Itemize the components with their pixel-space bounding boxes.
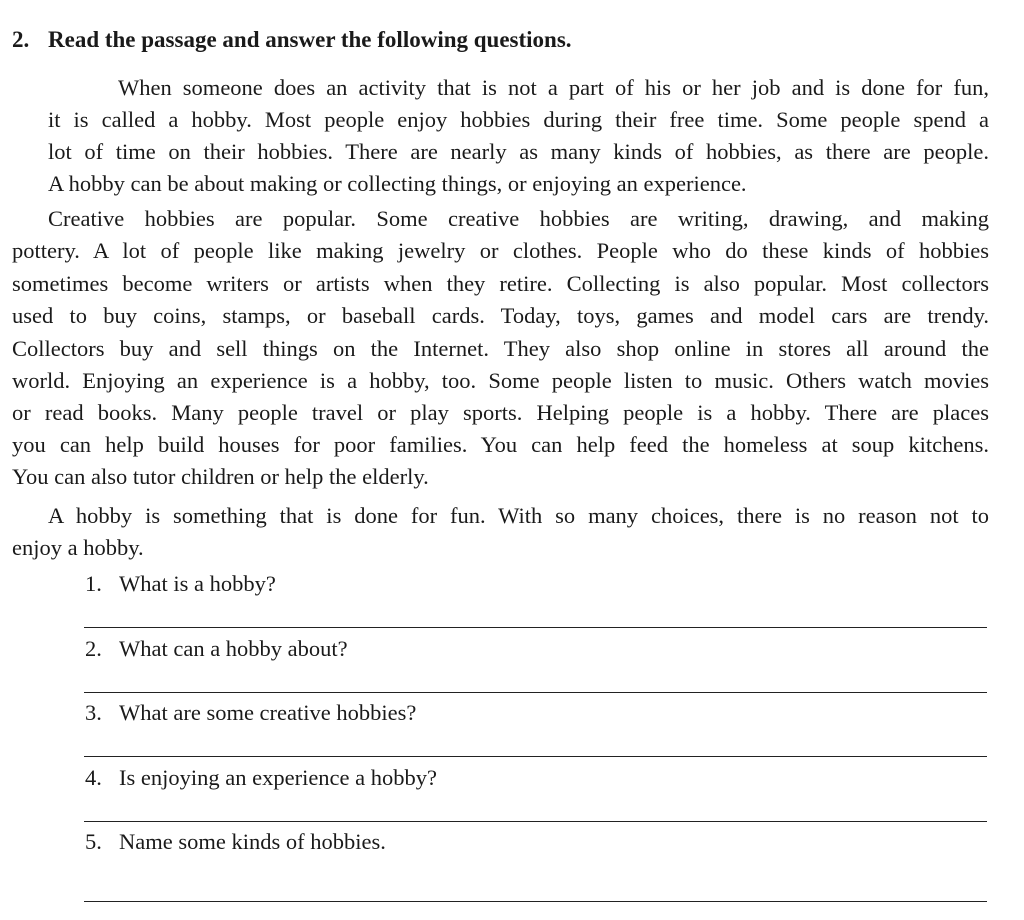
answer-line[interactable] — [84, 821, 987, 822]
passage-line: used to buy coins, stamps, or baseball cards. Today, toys, games and model cars are trendy. — [12, 303, 989, 328]
question-number: 2. — [85, 636, 102, 661]
exercise-instruction: Read the passage and answer the following questions. — [48, 27, 572, 52]
question-item — [85, 568, 276, 600]
question-text: What is a hobby? — [119, 571, 276, 596]
question-text: Is enjoying an experience a hobby? — [119, 765, 437, 790]
question-number: 4. — [85, 765, 102, 790]
passage-line: A hobby can be about making or collecting things, or enjoying an experience. — [48, 171, 747, 196]
exercise-heading — [12, 24, 572, 56]
passage-line: Collectors buy and sell things on the Internet. They also shop online in stores all around the — [12, 336, 989, 361]
passage-line: or read books. Many people travel or play sports. Helping people is a hobby. There are places — [12, 400, 989, 425]
question-item — [85, 633, 348, 665]
question-text: What can a hobby about? — [119, 636, 348, 661]
passage-line: sometimes become writers or artists when they retire. Collecting is also popular. Most collectors — [12, 271, 989, 296]
passage-line: enjoy a hobby. — [12, 535, 144, 560]
passage-line: you can help build houses for poor families. You can help feed the homeless at soup kitchens. — [12, 432, 989, 457]
passage-line: pottery. A lot of people like making jewelry or clothes. People who do these kinds of hobbies — [12, 238, 989, 263]
question-text: What are some creative hobbies? — [119, 700, 417, 725]
answer-line[interactable] — [84, 627, 987, 628]
question-number: 5. — [85, 829, 102, 854]
passage-line: lot of time on their hobbies. There are nearly as many kinds of hobbies, as there are people. — [48, 139, 989, 164]
answer-line[interactable] — [84, 756, 987, 757]
question-item — [85, 697, 416, 729]
passage-line: Creative hobbies are popular. Some creative hobbies are writing, drawing, and making — [48, 206, 989, 231]
question-number: 1. — [85, 571, 102, 596]
answer-line[interactable] — [84, 692, 987, 693]
passage-line: world. Enjoying an experience is a hobby, too. Some people listen to music. Others watch movies — [12, 368, 989, 393]
question-item — [85, 762, 437, 794]
passage-line: You can also tutor children or help the elderly. — [12, 464, 429, 489]
passage-line: A hobby is something that is done for fun. With so many choices, there is no reason not to — [48, 503, 989, 528]
exercise-number: 2. — [12, 27, 30, 52]
answer-line[interactable] — [84, 901, 987, 902]
passage-line: it is called a hobby. Most people enjoy hobbies during their free time. Some people spend a — [48, 107, 989, 132]
question-number: 3. — [85, 700, 102, 725]
passage-line: When someone does an activity that is not a part of his or her job and is done for fun, — [118, 75, 989, 100]
question-text: Name some kinds of hobbies. — [119, 829, 386, 854]
question-item — [85, 826, 386, 858]
